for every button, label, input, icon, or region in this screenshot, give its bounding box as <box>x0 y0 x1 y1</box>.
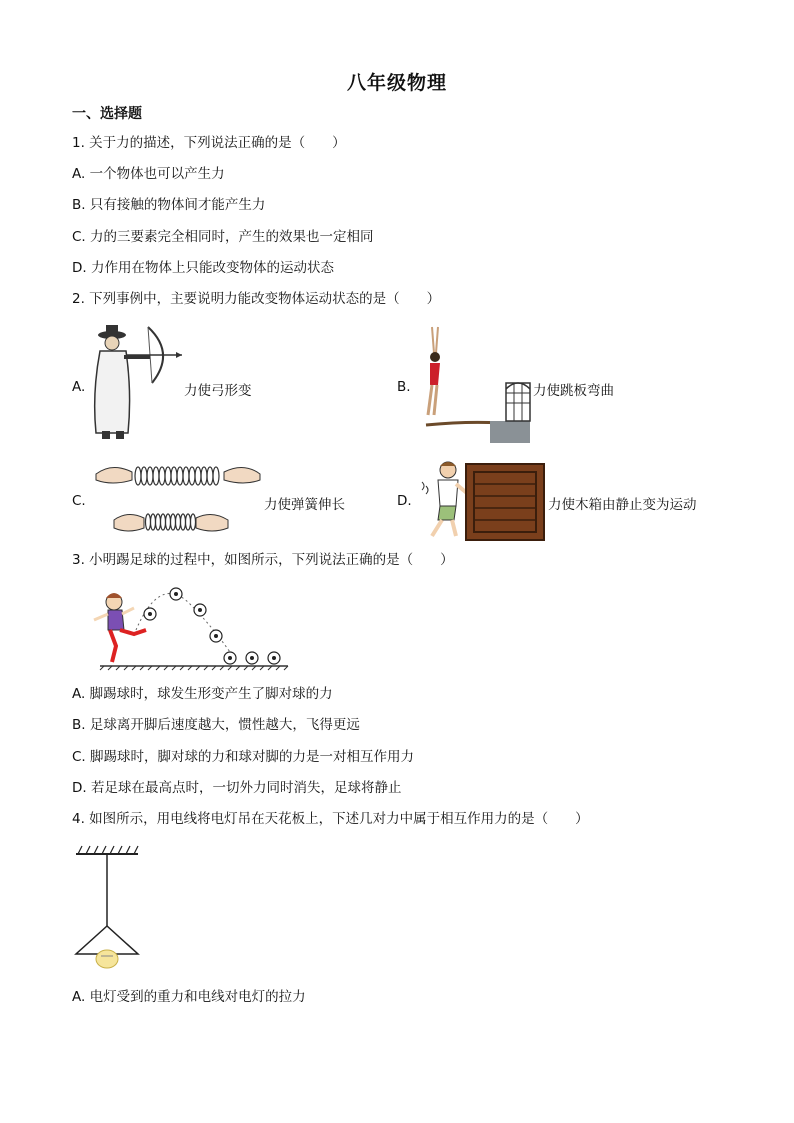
question-3-option-c: C. 脚踢球时，脚对球的力和球对脚的力是一对相互作用力 <box>72 749 415 765</box>
question-2-stem: 2. 下列事例中，主要说明力能改变物体运动状态的是（ ） <box>72 291 441 307</box>
page-title: 八年级物理 <box>346 72 447 94</box>
question-2-option-a-letter: A. <box>72 379 86 395</box>
question-3-option-a: A. 脚踢球时，球发生形变产生了脚对球的力 <box>72 686 333 702</box>
question-2-option-b-caption: 力使跳板弯曲 <box>533 383 614 399</box>
question-3-option-b: B. 足球离开脚后速度越大，惯性越大，飞得更远 <box>72 717 360 733</box>
question-2-option-a-caption: 力使弓形变 <box>184 383 252 399</box>
question-1-option-c: C. 力的三要素完全相同时，产生的效果也一定相同 <box>72 229 374 245</box>
question-2-option-b-letter: B. <box>397 379 411 395</box>
question-1-option-a: A. 一个物体也可以产生力 <box>72 166 225 182</box>
question-1-option-d: D. 力作用在物体上只能改变物体的运动状态 <box>72 260 334 276</box>
spring-stretch-illustration <box>92 458 264 542</box>
question-2-option-c-letter: C. <box>72 493 86 509</box>
question-3-option-d: D. 若足球在最高点时，一切外力同时消失，足球将静止 <box>72 780 402 796</box>
kicking-ball-illustration <box>90 584 290 670</box>
question-1-stem: 1. 关于力的描述，下列说法正确的是（ ） <box>72 135 346 151</box>
question-4-stem: 4. 如图所示，用电线将电灯吊在天花板上，下述几对力中属于相互作用力的是（ ） <box>72 811 589 827</box>
diver-springboard-illustration <box>418 323 533 445</box>
question-1-option-b: B. 只有接触的物体间才能产生力 <box>72 197 266 213</box>
hanging-lamp-illustration <box>72 844 142 972</box>
question-2-option-d-letter: D. <box>397 493 412 509</box>
question-2-option-c-caption: 力使弹簧伸长 <box>264 497 345 513</box>
question-3-stem: 3. 小明踢足球的过程中，如图所示，下列说法正确的是（ ） <box>72 552 454 568</box>
boy-pushing-crate-illustration <box>414 458 548 542</box>
section-heading: 一、选择题 <box>72 106 142 122</box>
question-2-option-d-caption: 力使木箱由静止变为运动 <box>548 497 697 513</box>
archer-illustration <box>88 323 184 445</box>
question-4-option-a: A. 电灯受到的重力和电线对电灯的拉力 <box>72 989 306 1005</box>
